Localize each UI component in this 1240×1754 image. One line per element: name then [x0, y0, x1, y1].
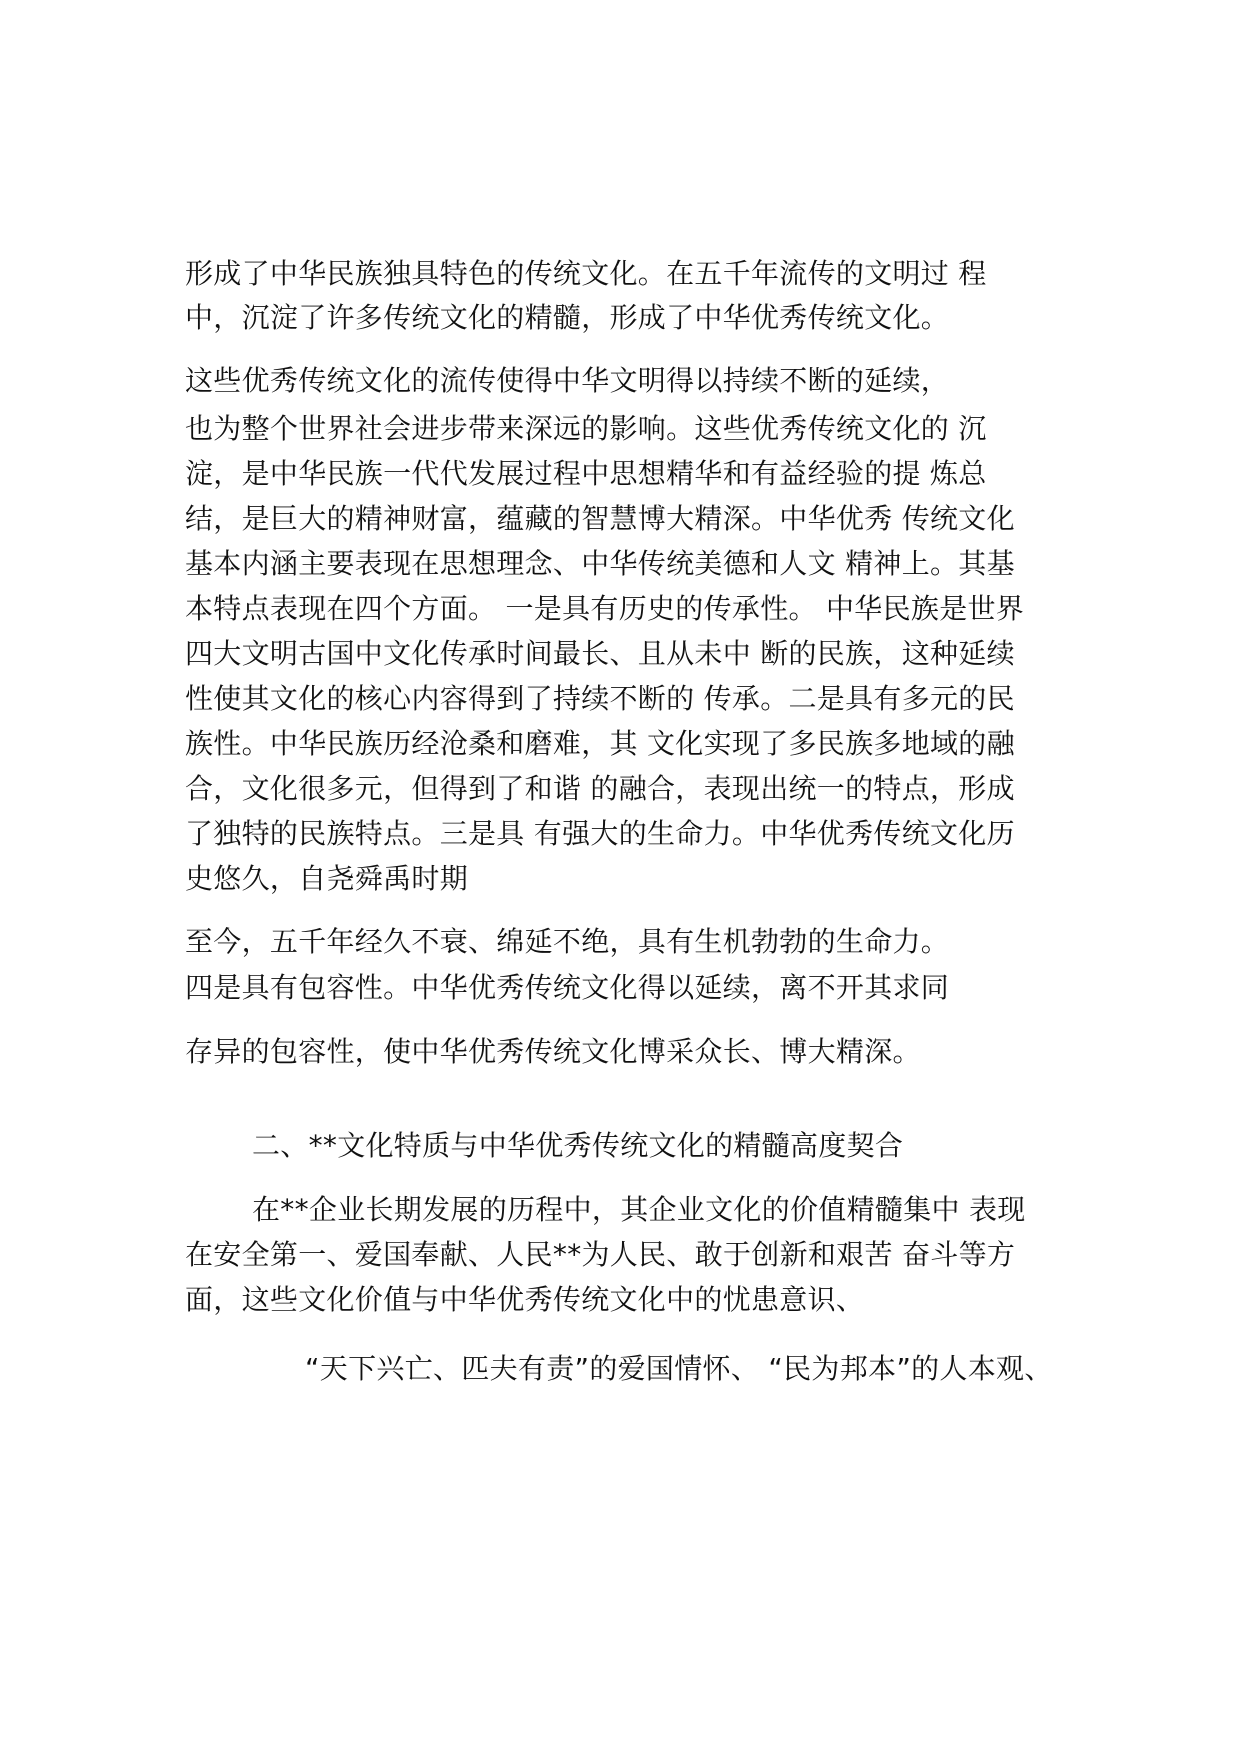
- text-line-1: 形成了中华民族独具特色的传统文化。在五千年流传的文明过 程: [185, 257, 987, 290]
- text-line-21: “天下兴亡、匹夫有责”的爱国情怀、 “民为邦本”的人本观、: [305, 1352, 1053, 1385]
- section-heading: 二、**文化特质与中华优秀传统文化的精髓高度契合: [252, 1129, 904, 1162]
- text-line-7: 基本内涵主要表现在思想理念、中华传统美德和人文 精神上。其基: [185, 547, 1015, 580]
- text-line-17: 存异的包容性，使中华优秀传统文化博采众长、博大精深。: [185, 1035, 921, 1068]
- text-line-19: 在安全第一、爱国奉献、人民**为人民、敢于创新和艰苦 奋斗等方: [185, 1238, 1016, 1271]
- text-line-14: 史悠久，自尧舜禹时期: [185, 862, 469, 895]
- text-line-11: 族性。中华民族历经沧桑和磨难，其 文化实现了多民族多地域的融: [185, 727, 1015, 760]
- text-line-3: 这些优秀传统文化的流传使得中华文明得以持续不断的延续，: [185, 364, 950, 397]
- text-line-16: 四是具有包容性。中华优秀传统文化得以延续，离不开其求同: [185, 971, 950, 1004]
- text-line-13: 了独特的民族特点。三是具 有强大的生命力。中华优秀传统文化历: [185, 817, 1015, 850]
- text-line-5: 淀，是中华民族一代代发展过程中思想精华和有益经验的提 炼总: [185, 457, 987, 490]
- text-line-15: 至今，五千年经久不衰、绵延不绝，具有生机勃勃的生命力。: [185, 925, 950, 958]
- text-line-12: 合，文化很多元，但得到了和谐 的融合，表现出统一的特点，形成: [185, 772, 1015, 805]
- text-line-2: 中，沉淀了许多传统文化的精髓，形成了中华优秀传统文化。: [185, 301, 950, 334]
- text-line-10: 性使其文化的核心内容得到了持续不断的 传承。二是具有多元的民: [185, 682, 1015, 715]
- text-line-4: 也为整个世界社会进步带来深远的影响。这些优秀传统文化的 沉: [185, 412, 987, 445]
- text-line-8: 本特点表现在四个方面。 一是具有历史的传承性。 中华民族是世界: [185, 592, 1025, 625]
- text-line-20: 面，这些文化价值与中华优秀传统文化中的忧患意识、: [185, 1283, 865, 1316]
- text-line-9: 四大文明古国中文化传承时间最长、且从未中 断的民族，这种延续: [185, 637, 1015, 670]
- text-line-18: 在**企业长期发展的历程中，其企业文化的价值精髓集中 表现: [252, 1193, 1026, 1226]
- text-line-6: 结，是巨大的精神财富，蕴藏的智慧博大精深。中华优秀 传统文化: [185, 502, 1015, 535]
